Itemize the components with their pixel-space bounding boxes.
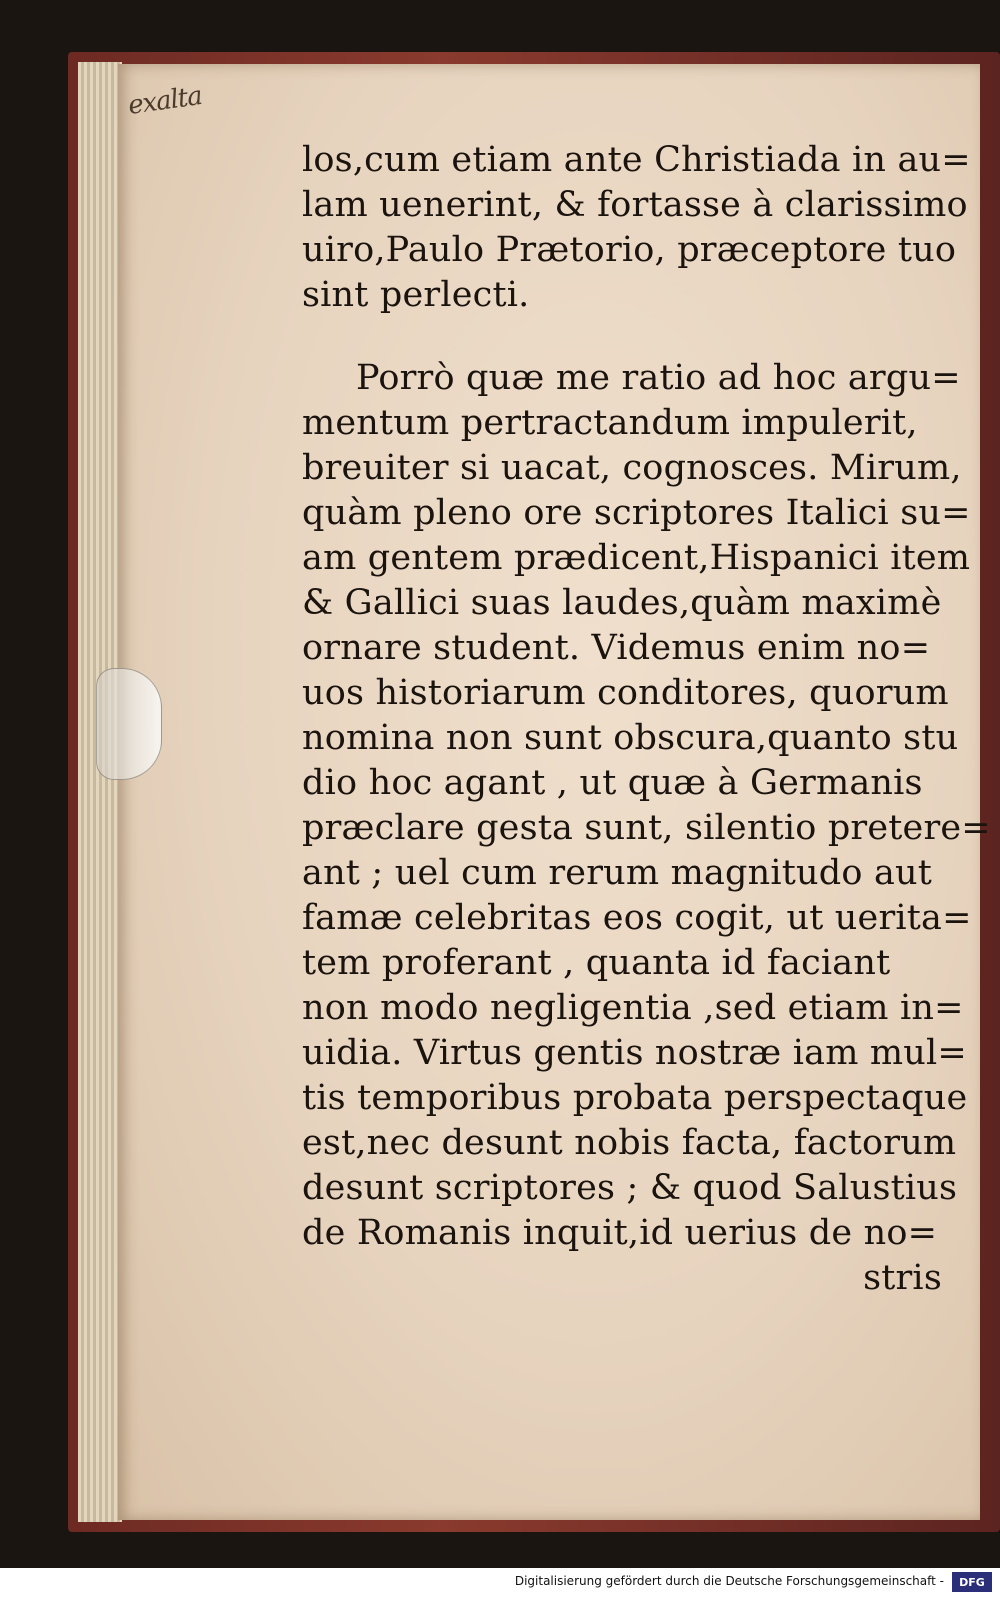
text-line: tem proferant , quanta id faciant <box>302 943 891 983</box>
handwritten-note: exalta <box>126 81 204 121</box>
dfg-logo: DFG <box>952 1572 992 1592</box>
text-line: am gentem prædicent,Hispanici item <box>302 538 971 578</box>
text-line: & Gallici suas laudes,quàm maximè <box>302 583 942 623</box>
text-line: uidia. Virtus gentis nostræ iam mul= <box>302 1033 967 1073</box>
text-line: Porrò quæ me ratio ad hoc argu= <box>356 358 961 398</box>
text-line: ornare student. Videmus enim no= <box>302 628 931 668</box>
text-line: desunt scriptores ; & quod Salustius <box>302 1168 958 1208</box>
text-line: nomina non sunt obscura,quanto stu <box>302 718 959 758</box>
page-clip <box>96 668 162 780</box>
footer-credit: Digitalisierung gefördert durch die Deutsche Forschungsgemeinschaft - <box>514 1574 944 1588</box>
footer-bar <box>0 1568 1000 1598</box>
text-line: tis temporibus probata perspectaque <box>302 1078 968 1118</box>
text-line: breuiter si uacat, cognosces. Mirum, <box>302 448 962 488</box>
text-line: los,cum etiam ante Christiada in au= <box>302 140 971 180</box>
page-edges <box>78 62 122 1522</box>
page-text <box>302 138 991 1301</box>
text-line: uiro,Paulo Prætorio, præceptore tuo <box>302 230 957 270</box>
paragraph-gap <box>302 318 942 356</box>
text-line: quàm pleno ore scriptores Italici su= <box>302 493 971 533</box>
text-line: mentum pertractandum impulerit, <box>302 403 918 443</box>
text-line: ant ; uel cum rerum magnitudo aut <box>302 853 933 893</box>
catchword: stris <box>863 1258 942 1298</box>
text-line: dio hoc agant , ut quæ à Germanis <box>302 763 923 803</box>
text-line: famæ celebritas eos cogit, ut uerita= <box>302 898 972 938</box>
text-line: præclare gesta sunt, silentio pretere= <box>302 808 991 848</box>
text-line: uos historiarum conditores, quorum <box>302 673 949 713</box>
text-line: de Romanis inquit,id uerius de no= <box>302 1213 938 1253</box>
text-line: non modo negligentia ,sed etiam in= <box>302 988 964 1028</box>
text-line: est,nec desunt nobis facta, factorum <box>302 1123 957 1163</box>
text-line: sint perlecti. <box>302 275 530 315</box>
text-line: lam uenerint, & fortasse à clarissimo <box>302 185 968 225</box>
